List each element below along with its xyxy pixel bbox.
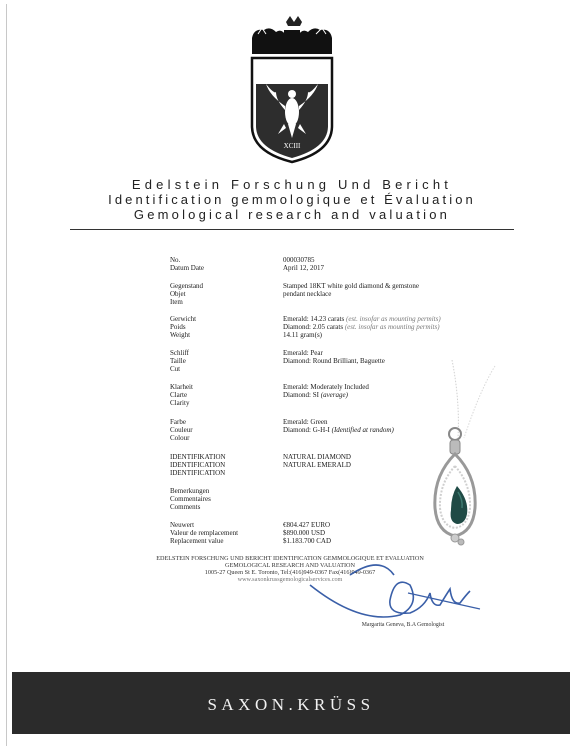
value-diamond-clarity: Diamond: SI (average) xyxy=(283,391,348,400)
label-number: No. xyxy=(170,256,181,264)
label-item-de: Gegenstand xyxy=(170,282,204,290)
footer-line-website: www.saxonkrussgemologicalservices.com xyxy=(237,576,343,583)
footer-line-subtitle: GEMOLOGICAL RESEARCH AND VALUATION xyxy=(225,562,355,569)
label-colour-fr: Couleur xyxy=(170,426,193,435)
field-labels-identification xyxy=(170,453,280,478)
footer-line-institution: EDELSTEIN FORSCHUNG UND BERICHT IDENTIFICATION GEMMOLOGIQUE ET EVALUATION xyxy=(156,555,424,562)
footer-line-address: 1005-27 Queen St E. Toronto, Tel:(416)949-0367 Fax(416)949-0367 xyxy=(204,569,376,576)
label-identification-en: IDENTIFICATION xyxy=(170,469,226,478)
signature-mark xyxy=(290,545,490,625)
label-colour-en: Colour xyxy=(170,434,190,443)
label-value-fr: Valeur de remplacement xyxy=(170,529,239,538)
value-total-weight: 14.11 gram(s) xyxy=(283,331,323,340)
label-identification-de: IDENTIFIKATION xyxy=(170,453,226,461)
field-labels-cut xyxy=(170,349,280,374)
label-clarity-fr: Clarte xyxy=(170,391,188,400)
label-clarity-en: Clarity xyxy=(170,399,190,408)
value-emerald-colour: Emerald: Green xyxy=(283,418,328,426)
label-weight-de: Gerwicht xyxy=(170,315,197,323)
heading-french: Identification gemmologique et Évaluation xyxy=(108,192,476,207)
label-item-en: Item xyxy=(170,298,183,307)
value-emerald-clarity: Emerald: Moderately Included xyxy=(283,383,369,391)
label-cut-fr: Taille xyxy=(170,357,186,366)
value-item-line1: Stamped 18KT white gold diamond & gemstone xyxy=(283,282,419,290)
value-emerald-weight: Emerald: 14.23 carats (est. insofar as mounting permits) xyxy=(283,315,441,323)
field-labels-item xyxy=(170,282,280,307)
brand-bar xyxy=(12,672,570,734)
label-comments-en: Comments xyxy=(170,503,201,512)
value-diamond-cut: Diamond: Round Brilliant, Baguette xyxy=(283,357,385,366)
label-weight-en: Weight xyxy=(170,331,191,340)
label-comments-de: Bemerkungen xyxy=(170,487,210,495)
field-labels-number-date xyxy=(170,256,280,272)
label-identification-fr: IDENTIFICATION xyxy=(170,461,226,470)
label-date: Datum Date xyxy=(170,264,205,273)
label-colour-de: Farbe xyxy=(170,418,186,426)
field-labels-comments xyxy=(170,487,280,512)
crest-monogram: XCIII xyxy=(283,142,301,150)
label-value-en: Replacement value xyxy=(170,537,224,546)
value-cad: $1.183.700 CAD xyxy=(283,537,332,546)
field-values-item xyxy=(283,282,483,298)
value-euro: €804.427 EURO xyxy=(283,521,331,529)
value-emerald-cut: Emerald: Pear xyxy=(283,349,323,357)
value-diamond-colour: Diamond: G-H-I (Identified at random) xyxy=(283,426,394,435)
field-labels-weight xyxy=(170,315,280,340)
label-cut-de: Schliff xyxy=(170,349,189,357)
heading-german: Edelstein Forschung Und Bericht xyxy=(131,177,453,192)
label-value-de: Neuwert xyxy=(170,521,195,529)
value-date: April 12, 2017 xyxy=(283,264,325,273)
value-item-line2: pendant necklace xyxy=(283,290,332,299)
signer-name: Margarita Geneva, B.A Gemologist xyxy=(361,622,445,628)
label-cut-en: Cut xyxy=(170,365,181,374)
field-values-number-date xyxy=(283,256,483,272)
pendant-photo xyxy=(425,420,485,560)
value-identification-diamond: NATURAL DIAMOND xyxy=(283,453,351,461)
field-labels-colour xyxy=(170,418,280,443)
field-labels-clarity xyxy=(170,383,280,408)
value-usd: $890.000 USD xyxy=(283,529,326,538)
label-comments-fr: Commentaires xyxy=(170,495,211,504)
label-item-fr: Objet xyxy=(170,290,186,299)
label-weight-fr: Poids xyxy=(170,323,186,332)
label-clarity-de: Klarheit xyxy=(170,383,193,391)
value-diamond-weight: Diamond: 2.05 carats (est. insofar as mounting permits) xyxy=(283,323,440,332)
value-number: 000030785 xyxy=(283,256,315,264)
crest-logo xyxy=(246,14,338,166)
field-values-weight xyxy=(283,315,483,340)
field-labels-replacement-value xyxy=(170,521,280,546)
heading-rule xyxy=(70,229,514,230)
brand-name: SAXON.KRÜSS xyxy=(207,695,375,714)
value-identification-emerald: NATURAL EMERALD xyxy=(283,461,351,470)
heading-english: Gemological research and valuation xyxy=(133,207,451,222)
